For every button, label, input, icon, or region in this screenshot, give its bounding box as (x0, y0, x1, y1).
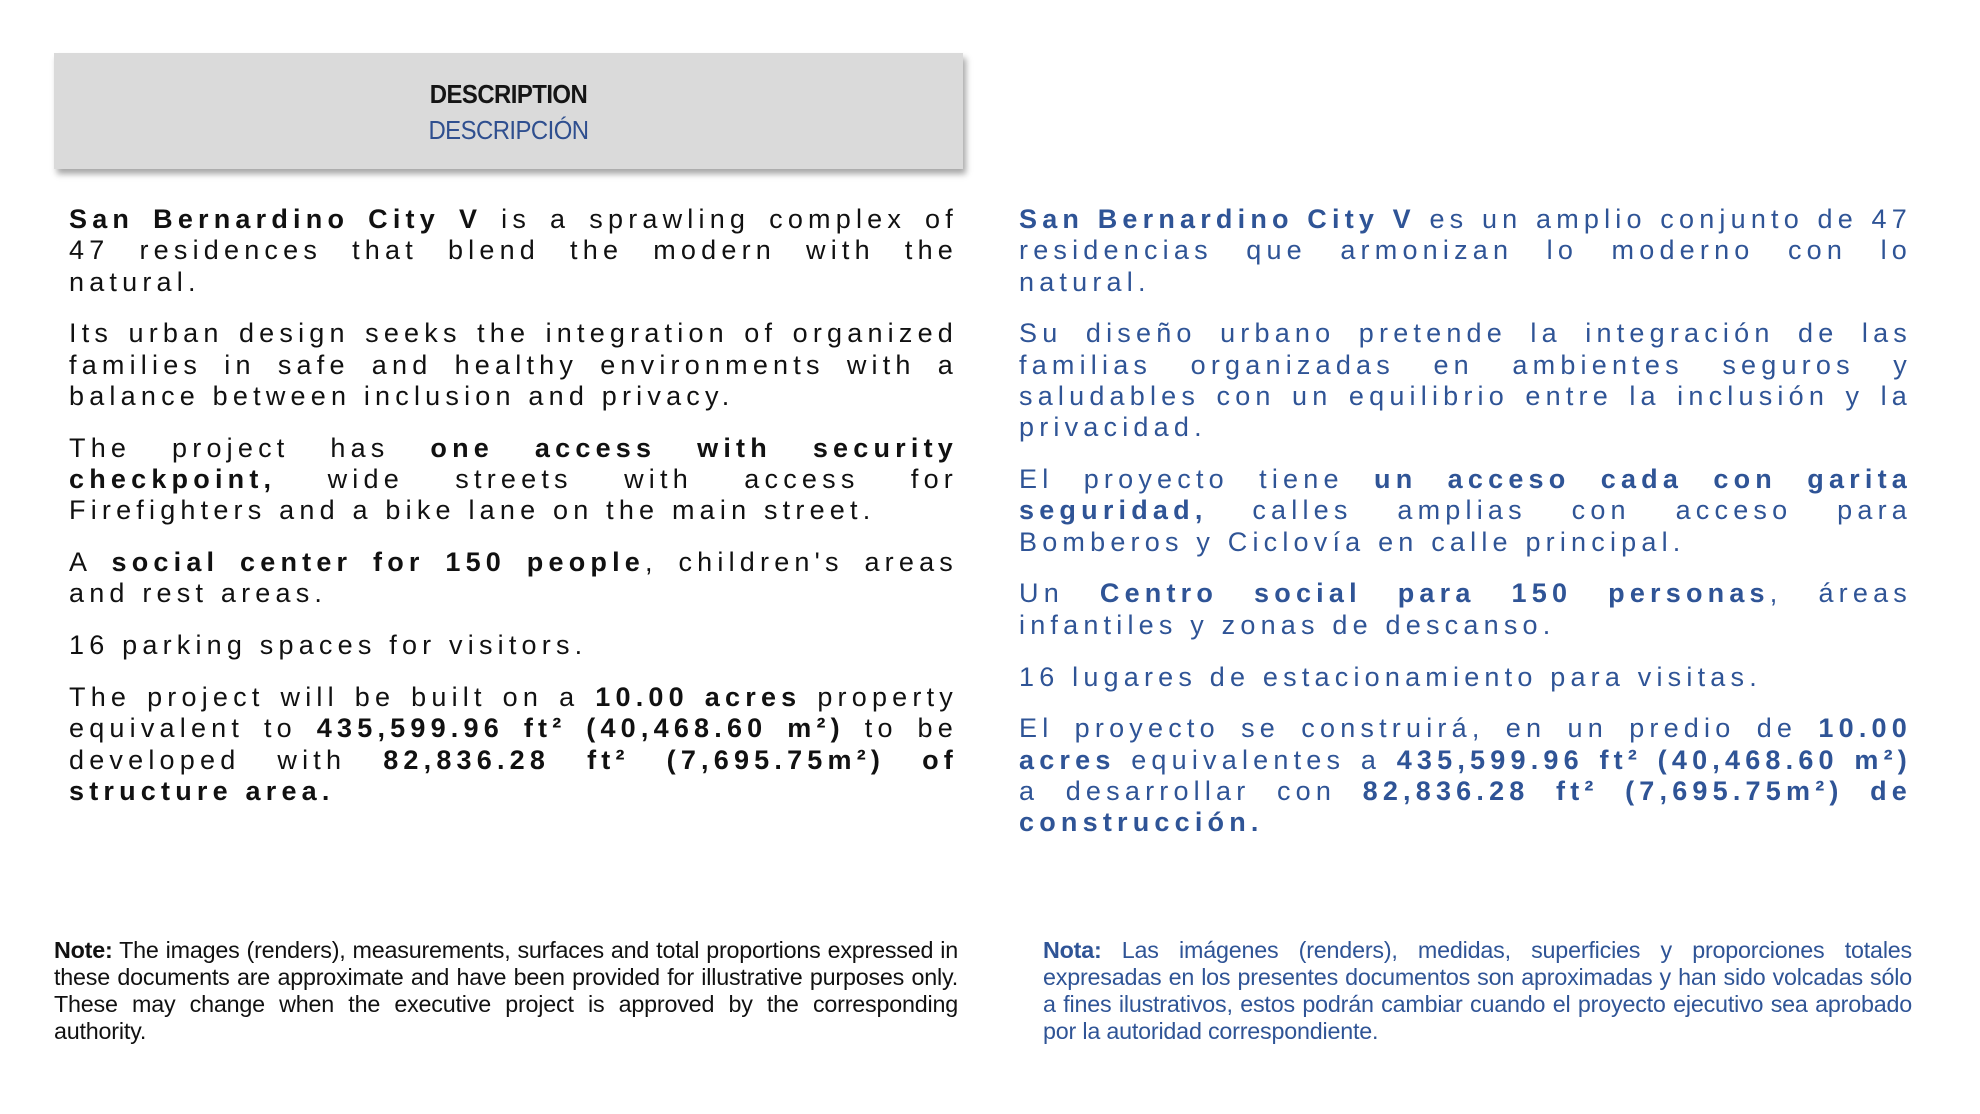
note-label: Note: (54, 937, 113, 963)
spanish-paragraph-social-center (1019, 578, 1912, 641)
text-span: The project has (69, 432, 431, 463)
spanish-paragraph-access (1019, 464, 1912, 558)
text-span: is a sprawling complex of 47 residences that blend the modern with the natural. (69, 204, 958, 297)
text-span: The project will be built on a (69, 682, 596, 713)
text-span: 16 lugares de estacionamiento para visitas. (1019, 661, 1762, 692)
english-paragraph-urban-design (69, 318, 958, 412)
text-span: El proyecto tiene (1019, 464, 1374, 495)
bold-span: 10.00 acres (595, 682, 802, 713)
project-name: San Bernardino City V (69, 204, 483, 234)
description-header (54, 53, 963, 169)
text-span: Un (1019, 578, 1100, 609)
spanish-disclaimer-note (1043, 937, 1912, 1045)
text-span: equivalentes a (1115, 744, 1397, 775)
note-label: Nota: (1043, 937, 1102, 963)
spanish-paragraph-area (1019, 713, 1912, 838)
english-paragraph-access (69, 433, 958, 527)
english-paragraph-social-center (69, 547, 958, 610)
text-span: es un amplio conjunto de 47 residencias que armonizan lo moderno con lo natural. (1019, 204, 1912, 297)
bold-span: social center for 150 people (111, 547, 646, 578)
bold-span: 435,599.96 ft² (40,468.60 m²) (316, 713, 845, 744)
text-span: property equivalent to (69, 682, 958, 744)
text-span: calles amplias con acceso para Bomberos y Ciclovía en calle principal. (1019, 495, 1912, 557)
text-span: a desarrollar con (1019, 775, 1363, 806)
text-span: El proyecto se construirá, en un predio de (1019, 713, 1819, 744)
project-name: San Bernardino City V (1019, 204, 1416, 234)
spanish-paragraph-urban-design (1019, 318, 1912, 443)
spanish-paragraph-parking (1019, 662, 1912, 693)
header-title-english: DESCRIPTION (429, 79, 588, 109)
bold-span: 82,836.28 ft² (7,695.75m²) de construcción. (1019, 775, 1912, 838)
note-text: The images (renders), measurements, surfaces and total proportions expressed in these documents are approximate and have been provided for illustrative purposes only. These may change when the executive project is approved by the corresponding authority. (54, 937, 958, 1044)
text-span: wide streets with access for Firefighters and a bike lane on the main street. (69, 464, 958, 526)
spanish-description-column (1019, 204, 1912, 859)
text-span: A (69, 547, 112, 578)
bold-span: 82,836.28 ft² (7,695.75m²) of structure area. (69, 744, 958, 806)
bold-span: 10.00 acres (1019, 713, 1912, 775)
text-span: to be developed with (69, 713, 958, 775)
english-paragraph-parking (69, 630, 958, 661)
text-span: , children's areas and rest areas. (69, 547, 959, 609)
bold-span: 435,599.96 ft² (40,468.60 m²) (1396, 744, 1912, 775)
bold-span: Centro social para 150 personas (1099, 578, 1770, 609)
english-paragraph-intro (69, 204, 958, 298)
bold-span: one access with security checkpoint, (69, 432, 958, 495)
spanish-paragraph-intro (1019, 204, 1912, 298)
note-text: Las imágenes (renders), medidas, superficies y proporciones totales expresadas en los presentes documentos son aproximadas y han sido volcadas sólo a fines ilustrativos, estos podrán cambiar cuando el proyecto ejecutivo sea aprobado por la autoridad correspondiente. (1043, 937, 1912, 1044)
header-title-spanish: DESCRIPCIÓN (428, 115, 589, 145)
english-description-column (69, 204, 958, 828)
text-span: , áreas infantiles y zonas de descanso. (1019, 578, 1912, 640)
english-paragraph-area (69, 682, 958, 807)
english-disclaimer-note (54, 937, 958, 1045)
text-span: Su diseño urbano pretende la integración de las familias organizadas en ambientes seguros y saludables con un equilibrio entre la inclusión y la privacidad. (1019, 318, 1912, 443)
text-span: Its urban design seeks the integration of organized families in safe and healthy environments with a balance between inclusion and privacy. (69, 318, 958, 411)
text-span: 16 parking spaces for visitors. (69, 630, 588, 661)
bold-span: un acceso cada con garita seguridad, (1019, 464, 1912, 526)
